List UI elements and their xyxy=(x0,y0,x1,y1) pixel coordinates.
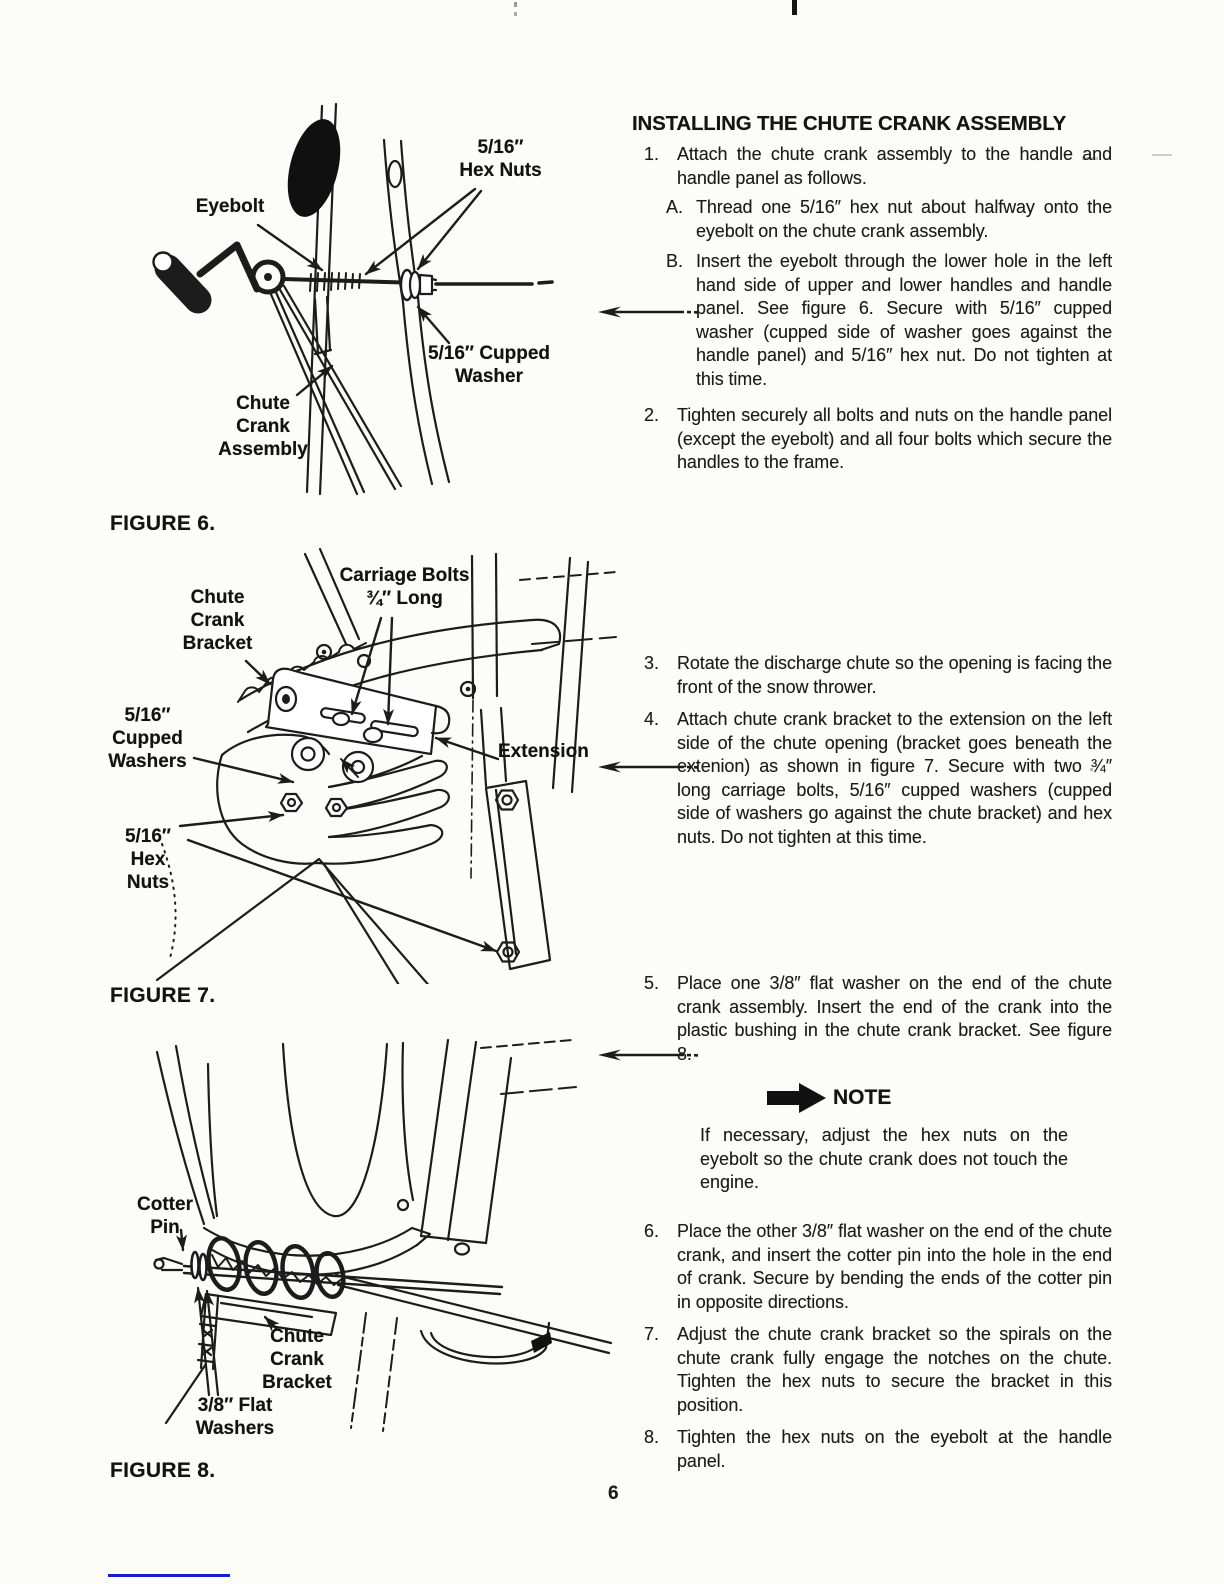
scan-artifact xyxy=(514,12,517,16)
step-7 xyxy=(644,1323,1112,1417)
figure-8-caption: FIGURE 8. xyxy=(110,1459,216,1482)
page-number: 6 xyxy=(608,1483,619,1504)
step-8 xyxy=(644,1426,1112,1473)
step-number: 3. xyxy=(644,653,660,673)
substep-text: Thread one 5/16″ hex nut about halfway onto the eyebolt on the chute crank assembly. xyxy=(696,197,1112,241)
step-1 xyxy=(644,143,1112,190)
substep-letter: B. xyxy=(666,251,684,271)
section-heading: INSTALLING THE CHUTE CRANK ASSEMBLY xyxy=(632,112,1067,135)
step-3 xyxy=(644,652,1112,699)
page-footer-rule xyxy=(108,1574,230,1577)
step-4 xyxy=(644,708,1112,849)
figure-6-caption: FIGURE 6. xyxy=(110,512,216,535)
step-text: Attach chute crank bracket to the extension on the left side of the chute opening (bracket goes beneath the extenion) as shown in figure 7. Secure with two ¾″ long carriage bolts, 5/16″ cupped washers (cupped side of washers go against the chute bracket) and hex nuts. Do not tighten at this time. xyxy=(677,709,1112,847)
fig7-label-bracket: Chute Crank Bracket xyxy=(182,587,253,654)
step-6 xyxy=(644,1220,1112,1314)
scan-artifact xyxy=(1152,154,1172,156)
substep-text: Insert the eyebolt through the lower hole in the left hand side of upper and lower handles and handle panel. See figure 6. Secure with 5/16″ cupped washer (cupped side of washer goes against the handle panel) and 5/16″ hex nut. Do not tighten at this time. xyxy=(696,251,1112,389)
fig6-label-eyebolt: Eyebolt xyxy=(195,196,265,217)
step-number: 5. xyxy=(644,973,660,993)
fig7-label-carriage-bolts: Carriage Bolts ¾″ Long xyxy=(339,565,470,609)
fig7-label-extension: Extension xyxy=(498,741,589,762)
step-text: Tighten securely all bolts and nuts on the handle panel (except the eyebolt) and all four bolts which secure the handles to the frame. xyxy=(677,405,1112,472)
step-number: 7. xyxy=(644,1324,660,1344)
fig6-label-hex-nuts: 5/16″ Hex Nuts xyxy=(459,137,542,181)
fig7-label-hex-nuts: 5/16″ Hex Nuts xyxy=(124,826,172,893)
step-number: 2. xyxy=(644,405,660,425)
fig6-label-cupped-washer: 5/16″ Cupped Washer xyxy=(427,343,551,387)
step-text: Place the other 3/8″ flat washer on the end of the chute crank, and insert the cotter pin into the hole in the end of crank. Secure by bending the ends of the cotter pin in opposite directions. xyxy=(677,1221,1112,1312)
scan-artifact xyxy=(514,2,517,7)
substep-letter: A. xyxy=(666,197,684,217)
step-text: Rotate the discharge chute so the opening is facing the front of the snow thrower. xyxy=(677,653,1112,697)
step-number: 6. xyxy=(644,1221,660,1241)
step-5 xyxy=(644,972,1112,1066)
fig8-label-bracket: Chute Crank Bracket xyxy=(262,1326,332,1393)
step-number: 8. xyxy=(644,1427,660,1447)
fig8-label-flat-washers: 3/8″ Flat Washers xyxy=(195,1395,275,1439)
step-number: 1. xyxy=(644,144,660,164)
fig6-label-crank-assembly: Chute Crank Assembly xyxy=(218,393,308,460)
step-text: Tighten the hex nuts on the eyebolt at the handle panel. xyxy=(677,1427,1112,1471)
step-text: Place one 3/8″ flat washer on the end of the chute crank assembly. Insert the end of the crank into the plastic bushing in the chute crank bracket. See figure 8. xyxy=(677,973,1112,1064)
step-number: 4. xyxy=(644,709,660,729)
fig7-label-cupped-washers: 5/16″ Cupped Washers xyxy=(108,705,187,772)
scan-artifact xyxy=(792,0,797,15)
figure-7-caption: FIGURE 7. xyxy=(110,984,216,1007)
step-1a xyxy=(666,196,1112,243)
step-text: Attach the chute crank assembly to the handle and handle panel as follows. xyxy=(677,144,1112,188)
fig8-label-cotter-pin: Cotter Pin xyxy=(137,1194,193,1238)
step-2 xyxy=(644,404,1112,475)
note-label: NOTE xyxy=(833,1086,892,1109)
step-1b xyxy=(666,250,1112,391)
note-arrow-icon xyxy=(766,1080,828,1116)
step-text: Adjust the chute crank bracket so the spirals on the chute crank fully engage the notches on the chute. Tighten the hex nuts to secure the bracket in this position. xyxy=(677,1324,1112,1415)
note-text: If necessary, adjust the hex nuts on the eyebolt so the chute crank does not touch the engine. xyxy=(700,1125,1068,1192)
